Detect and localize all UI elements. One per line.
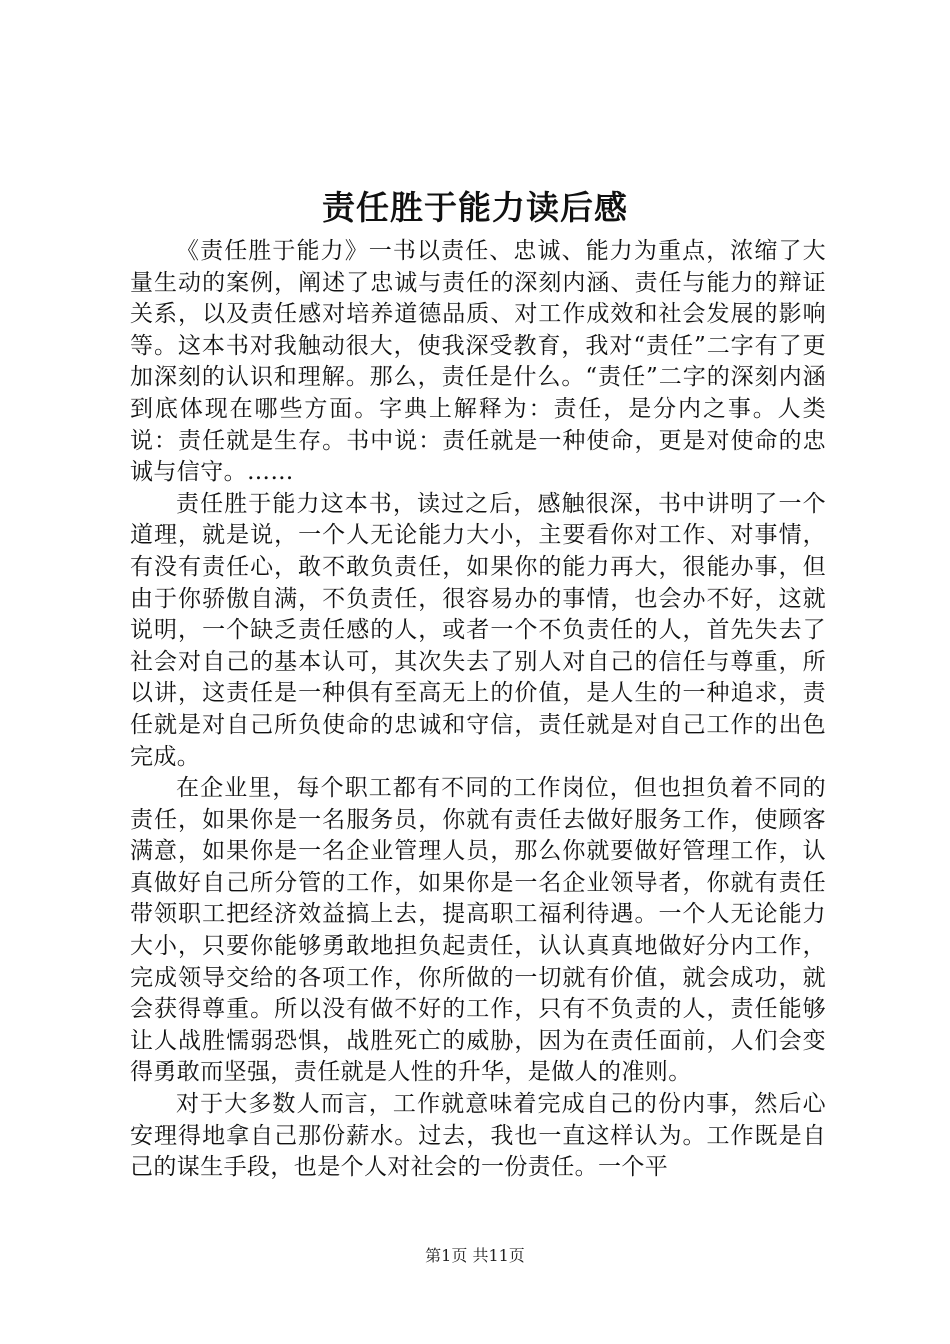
page-number-footer: 第1页 共11页 — [425, 1246, 525, 1265]
document-body — [130, 236, 826, 1184]
paragraph-3: 在企业里，每个职工都有不同的工作岗位，但也担负着不同的责任，如果你是一名服务员，你就有责任去做好服务工作，使顾客满意，如果你是一名企业管理人员，那么你就要做好管理工作，认真做好自己所分管的工作，如果你是一名企业领导者，你就有责任带领职工把经济效益搞上去，提高职工福利待遇。一个人无论能力大小，只要你能够勇敢地担负起责任，认认真真地做好分内工作，完成领导交给的各项工作，你所做的一切就有价值，就会成功，就会获得尊重。所以没有做不好的工作，只有不负责的人，责任能够让人战胜懦弱恐惧，战胜死亡的威胁，因为在责任面前，人们会变得勇敢而坚强，责任就是人性的升华，是做人的准则。 — [130, 775, 826, 1086]
paragraph-1: 《责任胜于能力》一书以责任、忠诚、能力为重点，浓缩了大量生动的案例，阐述了忠诚与责任的深刻内涵、责任与能力的辩证关系，以及责任感对培养道德品质、对工作成效和社会发展的影响等。这本书对我触动很大，使我深受教育，我对“责任”二字有了更加深刻的认识和理解。那么，责任是什么。“责任”二字的深刻内涵到底体现在哪些方面。字典上解释为：责任，是分内之事。人类说：责任就是生存。书中说：责任就是一种使命，更是对使命的忠诚与信守。…… — [130, 238, 826, 486]
paragraph-2: 责任胜于能力这本书，读过之后，感触很深，书中讲明了一个道理，就是说，一个人无论能力大小，主要看你对工作、对事情，有没有责任心，敢不敢负责任，如果你的能力再大，很能办事，但由于你骄傲自满，不负责任，很容易办的事情，也会办不好，这就说明，一个缺乏责任感的人，或者一个不负责任的人，首先失去了社会对自己的基本认可，其次失去了别人对自己的信任与尊重，所以讲，这责任是一种俱有至高无上的价值，是人生的一种追求，责任就是对自己所负使命的忠诚和守信，责任就是对自己工作的出色完成。 — [130, 490, 826, 770]
paragraph-4: 对于大多数人而言，工作就意味着完成自己的份内事，然后心安理得地拿自己那份薪水。过去，我也一直这样认为。工作既是自己的谋生手段，也是个人对社会的一份责任。一个平 — [130, 1091, 826, 1181]
document-title: 责任胜于能力读后感 — [322, 188, 628, 227]
